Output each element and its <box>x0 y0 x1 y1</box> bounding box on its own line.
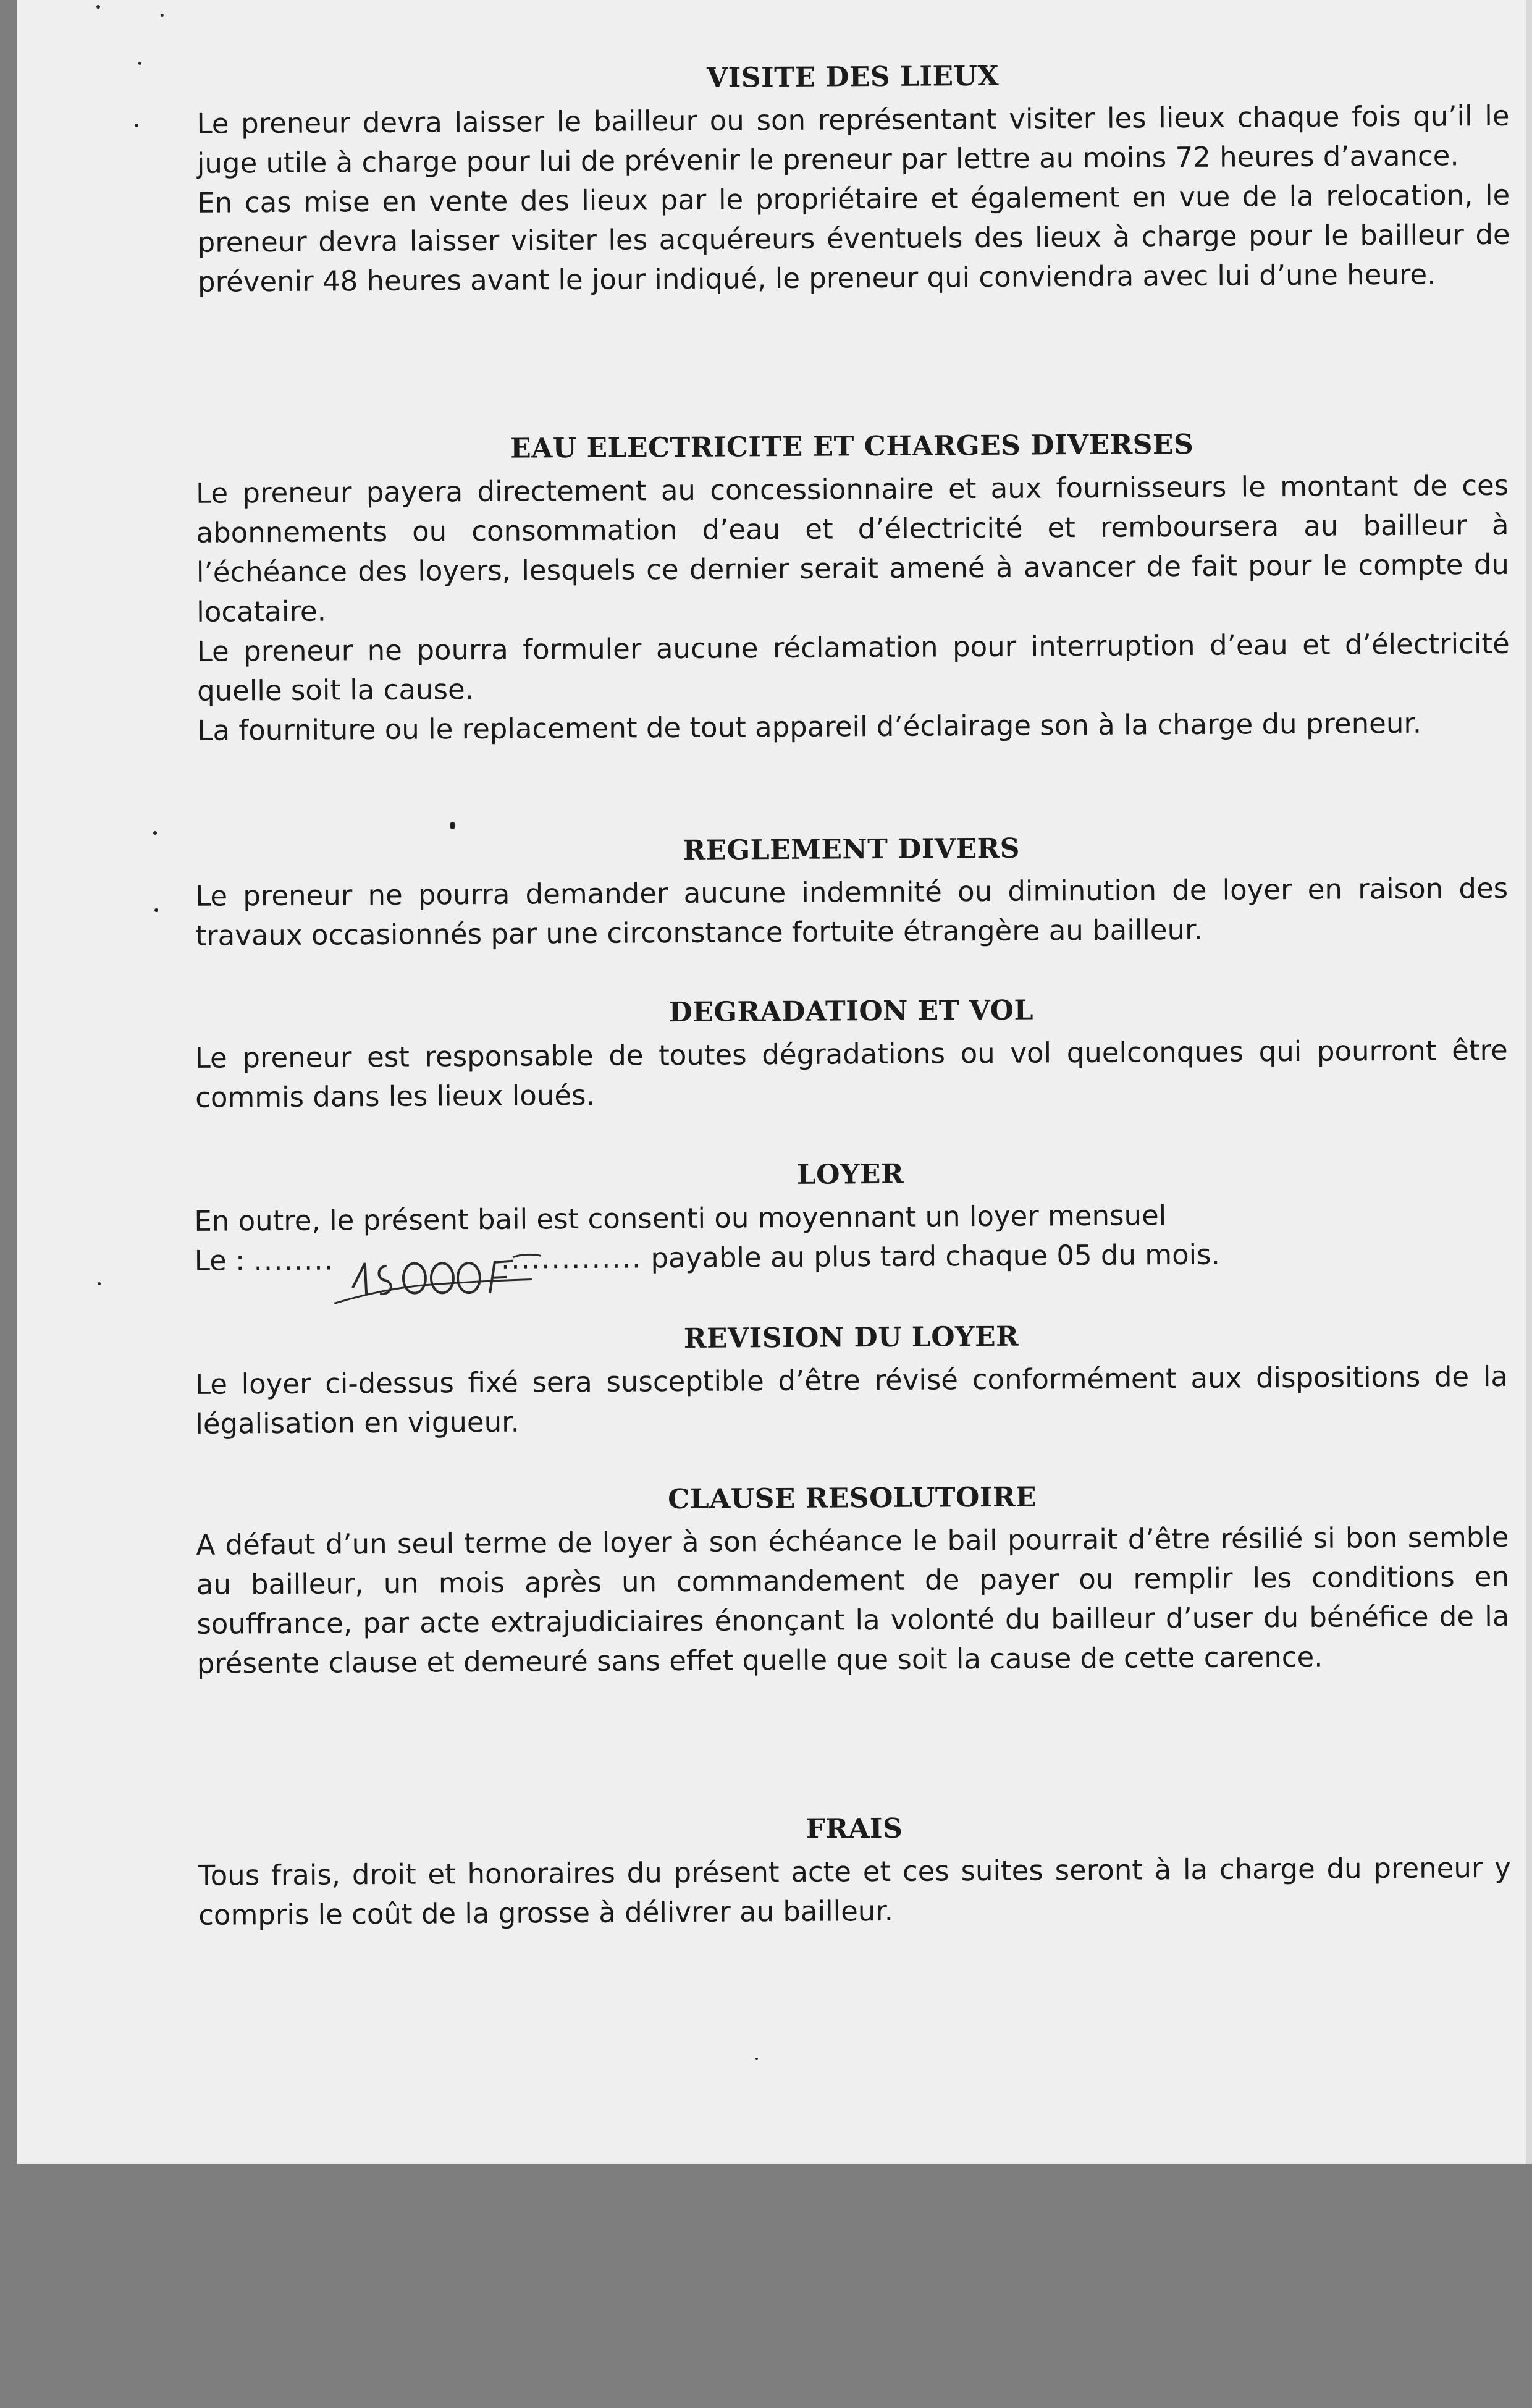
paragraph: Le loyer ci-dessus fixé sera susceptible d’être révisé conformément aux dispositions de la légalisation en vigueur. <box>195 1359 1509 1440</box>
rent-dots: .............. <box>500 1241 642 1275</box>
section-heading: LOYER <box>796 1158 904 1191</box>
handwritten-amount-signature <box>328 1243 563 1312</box>
paragraph: Tous frais, droit et honoraires du présent acte et ces suites seront à la charge du preneur y compris le coût de la grosse à délivrer au bailleur. <box>198 1851 1511 1932</box>
rent-payment-terms: payable au plus tard chaque 05 du mois. <box>650 1238 1221 1275</box>
section-clause-resolutoire <box>196 1479 1510 1684</box>
section-degradation-et-vol <box>195 992 1508 1118</box>
section-loyer <box>194 1155 1507 1281</box>
paragraph: Le preneur payera directement au concessionnaire et aux fournisseurs le montant de ces abonnements ou consommation d’eau et d’électricité et remboursera au bailleur à l’échéance des loyers, lesquels ce dernier serait amené à avancer de fait pour le compte du locataire. <box>196 468 1510 628</box>
paragraph: A défaut d’un seul terme de loyer à son échéance le bail pourrait d’être résilié si bon semble au bailleur, un mois après un commandement de payer ou remplir les conditions en souffrance, par acte extrajudiciaires énonçant la volonté du bailleur d’user du bénéfice de la présente clause et demeuré sans effet quelle que soit la cause de cette carence. <box>196 1520 1510 1680</box>
paragraph: Le preneur devra laisser le bailleur ou son représentant visiter les lieux chaque fois qu’il le juge utile à charge pour lui de prévenir le preneur par lettre au moins 72 heures d’avance. <box>196 99 1510 180</box>
rent-dots: ........ <box>253 1243 335 1277</box>
section-frais <box>198 1809 1511 1935</box>
paragraph: Le preneur ne pourra demander aucune indemnité ou diminution de loyer en raison des travaux occasionnés par une circonstance fortuite étrangère au bailleur. <box>195 871 1509 952</box>
section-heading: CLAUSE RESOLUTOIRE <box>667 1481 1037 1516</box>
paragraph: Le preneur ne pourra formuler aucune réclamation pour interruption d’eau et d’électricité quelle soit la cause. <box>196 627 1510 708</box>
section-heading: REVISION DU LOYER <box>683 1320 1019 1354</box>
document-page <box>17 0 1532 2164</box>
section-heading: DEGRADATION ET VOL <box>668 994 1034 1029</box>
section-heading: VISITE DES LIEUX <box>706 60 1000 94</box>
paragraph: La fourniture ou le replacement de tout appareil d’éclairage son à la charge du preneur. <box>197 706 1422 747</box>
section-heading: FRAIS <box>806 1812 903 1845</box>
section-heading: EAU ELECTRICITE ET CHARGES DIVERSES <box>510 428 1194 465</box>
paragraph: Le preneur est responsable de toutes dégradations ou vol quelconques qui pourront être commis dans les lieux loués. <box>195 1033 1508 1114</box>
paragraph: En cas mise en vente des lieux par le propriétaire et également en vue de la relocation, le preneur devra laisser visiter les acquéreurs éventuels des lieux à charge pour le bailleur de prévenir 48 heures avant le jour indiqué, le preneur qui conviendra avec lui d’une heure. <box>197 178 1510 298</box>
section-visite-des-lieux <box>196 57 1510 302</box>
section-reglement-divers <box>195 830 1509 956</box>
section-eau-electricite <box>196 427 1510 751</box>
paragraph: En outre, le présent bail est consenti ou moyennant un loyer mensuel <box>194 1199 1167 1238</box>
section-revision-du-loyer <box>195 1318 1508 1444</box>
rent-label: Le : <box>194 1244 245 1277</box>
document-body <box>11 0 1532 2169</box>
rent-amount-handwritten <box>334 1269 501 1270</box>
section-heading: REGLEMENT DIVERS <box>683 832 1021 866</box>
rent-amount-line <box>195 1233 1507 1281</box>
